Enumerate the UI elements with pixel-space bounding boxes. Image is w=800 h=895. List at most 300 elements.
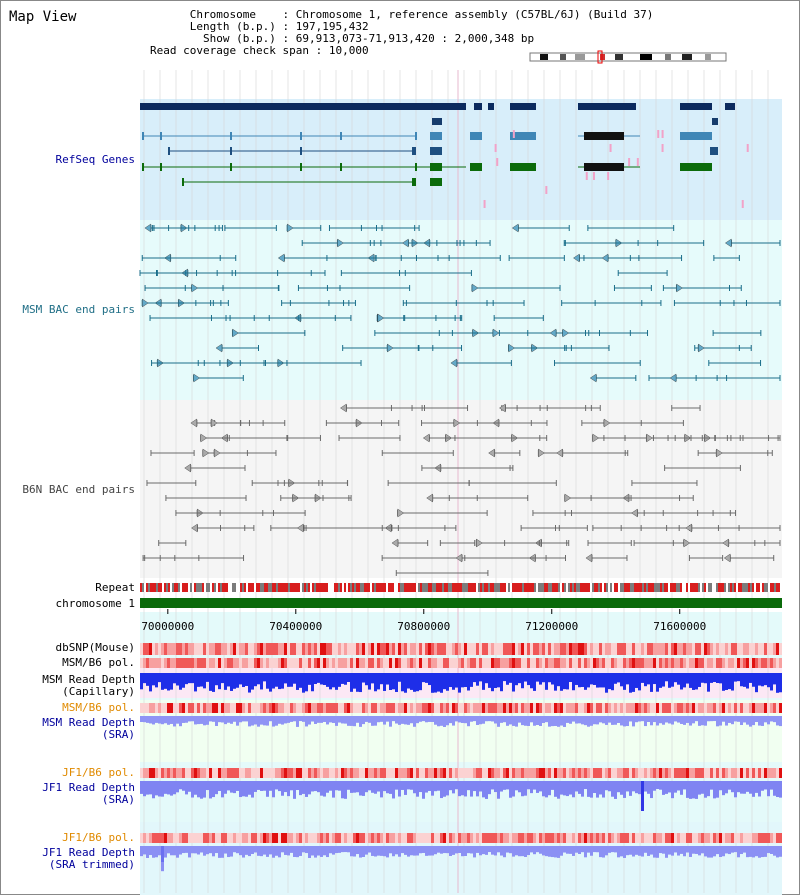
refseq-exon[interactable]: [300, 147, 302, 155]
jf1-depth-sra-bar: [572, 781, 575, 797]
msm-depth-sra-bar: [446, 716, 449, 725]
jf1-depth-trimmed-bar: [218, 846, 221, 858]
msm-pol-cell: [164, 658, 167, 668]
repeat-block: [624, 583, 626, 592]
track-label-jf1-depth-trimmed[interactable]: JF1 Read Depth: [42, 846, 135, 859]
repeat-block: [386, 583, 388, 592]
dbsnp-cell: [593, 643, 596, 655]
jf1-depth-sra-bar: [311, 781, 314, 791]
msm-depth-sra-bar: [242, 716, 245, 721]
jf1-pol-cell: [278, 768, 281, 778]
msm-pol-cell: [161, 658, 164, 668]
refseq-exon[interactable]: [168, 147, 170, 155]
repeat-block: [678, 583, 680, 592]
refseq-gene-bar[interactable]: [578, 103, 636, 110]
refseq-exon[interactable]: [160, 163, 162, 171]
msm-pol2-cell: [197, 703, 200, 713]
refseq-exon[interactable]: [430, 147, 442, 155]
refseq-exon[interactable]: [470, 132, 482, 140]
msm-pol2-cell: [410, 703, 413, 713]
jf1-pol-cell: [575, 768, 578, 778]
jf1-pol2-cell: [605, 833, 608, 843]
jf1-pol-cell: [728, 768, 731, 778]
repeat-block: [346, 583, 348, 592]
msm-pol2-cell: [293, 703, 296, 713]
repeat-block: [544, 583, 546, 592]
jf1-pol2-cell: [215, 833, 218, 843]
refseq-gene-bar[interactable]: [488, 103, 494, 110]
chromosome-bar[interactable]: [140, 598, 782, 608]
refseq-exon[interactable]: [430, 132, 442, 140]
repeat-block: [218, 583, 220, 592]
repeat-block: [690, 583, 692, 592]
chromosome-ideogram[interactable]: [530, 53, 726, 61]
jf1-depth-sra-bar: [368, 781, 371, 790]
msm-pol-cell: [758, 658, 761, 668]
dbsnp-cell: [626, 643, 629, 655]
track-label-jf1-pol-2[interactable]: JF1/B6 pol.: [62, 831, 135, 844]
jf1-pol-cell: [557, 768, 560, 778]
jf1-pol-cell: [500, 768, 503, 778]
dbsnp-cell: [197, 643, 200, 655]
msm-pol-cell: [674, 658, 677, 668]
msm-pol-cell: [185, 658, 188, 668]
msm-pol-cell: [212, 658, 215, 668]
jf1-depth-sra-bar: [407, 781, 410, 789]
jf1-pol2-cell: [680, 833, 683, 843]
msm-depth-sra-bar: [779, 716, 782, 726]
msm-depth-capillary-bar: [599, 673, 602, 687]
msm-depth-capillary-bar: [578, 673, 581, 687]
jf1-depth-sra-bar: [200, 781, 203, 799]
msm-depth-sra-bar: [314, 716, 317, 724]
repeat-block: [266, 583, 268, 592]
refseq-exon[interactable]: [510, 163, 536, 171]
refseq-exon[interactable]: [680, 132, 712, 140]
jf1-pol2-cell: [182, 833, 185, 843]
msm-depth-sra-bar: [362, 716, 365, 724]
msm-depth-capillary-bar: [392, 673, 395, 689]
jf1-pol2-cell: [179, 833, 182, 843]
jf1-pol-cell: [368, 768, 371, 778]
refseq-minor-feature: [484, 200, 486, 208]
jf1-pol-cell: [602, 768, 605, 778]
refseq-exon[interactable]: [182, 178, 184, 186]
track-label-msm-pol-2[interactable]: MSM/B6 pol.: [62, 701, 135, 714]
msm-depth-sra-bar: [584, 716, 587, 725]
jf1-depth-trimmed-bar: [542, 846, 545, 855]
repeat-block: [534, 583, 536, 592]
jf1-depth-trimmed-bar: [398, 846, 401, 857]
refseq-exon[interactable]: [415, 132, 417, 140]
dbsnp-cell: [374, 643, 377, 655]
jf1-pol2-cell: [140, 833, 143, 843]
refseq-exon[interactable]: [430, 163, 442, 171]
msm-depth-capillary-bar: [233, 673, 236, 689]
jf1-depth-trimmed-bar: [353, 846, 356, 857]
refseq-gene-bar[interactable]: [712, 118, 718, 125]
refseq-exon[interactable]: [160, 132, 162, 140]
refseq-exon[interactable]: [415, 163, 417, 171]
jf1-depth-sra-bar: [377, 781, 380, 792]
track-label-jf1-pol-1[interactable]: JF1/B6 pol.: [62, 766, 135, 779]
track-label-b6n-bac[interactable]: B6N BAC end pairs: [22, 483, 135, 496]
msm-pol2-cell: [473, 703, 476, 713]
refseq-exon[interactable]: [584, 132, 624, 140]
dbsnp-cell: [716, 643, 719, 655]
track-label-repeat[interactable]: Repeat: [95, 581, 135, 594]
repeat-block: [528, 583, 530, 592]
refseq-gene-bar[interactable]: [680, 103, 712, 110]
refseq-exon[interactable]: [680, 163, 712, 171]
msm-pol2-cell: [272, 703, 275, 713]
msm-depth-capillary-bar: [530, 673, 533, 688]
msm-depth-capillary-bar: [377, 673, 380, 689]
repeat-block: [262, 583, 264, 592]
jf1-pol2-cell: [737, 833, 740, 843]
msm-depth-sra-bar: [467, 716, 470, 726]
jf1-depth-sra-bar: [752, 781, 755, 797]
jf1-pol-cell: [509, 768, 512, 778]
refseq-gene-bar[interactable]: [474, 103, 482, 110]
repeat-block: [434, 583, 436, 592]
repeat-block: [486, 583, 488, 592]
repeat-block: [552, 583, 554, 592]
msm-depth-capillary-bar: [152, 673, 155, 685]
msm-pol2-cell: [389, 703, 392, 713]
refseq-exon[interactable]: [470, 163, 482, 171]
msm-depth-capillary-bar: [410, 673, 413, 690]
msm-depth-sra-bar: [143, 716, 146, 722]
refseq-gene-bar[interactable]: [725, 103, 735, 110]
msm-depth-capillary-bar: [221, 673, 224, 683]
jf1-pol2-cell: [470, 833, 473, 843]
repeat-block: [754, 583, 756, 592]
jf1-pol-cell: [305, 768, 308, 778]
msm-depth-sra-bar: [674, 716, 677, 721]
msm-pol2-cell: [329, 703, 332, 713]
dbsnp-cell: [608, 643, 611, 655]
msm-pol2-cell: [710, 703, 713, 713]
refseq-exon[interactable]: [300, 132, 302, 140]
msm-pol2-cell: [305, 703, 308, 713]
jf1-pol2-cell: [449, 833, 452, 843]
jf1-pol2-cell: [530, 833, 533, 843]
repeat-block: [420, 583, 422, 592]
jf1-depth-trimmed-bar: [530, 846, 533, 852]
msm-pol2-cell: [368, 703, 371, 713]
msm-pol2-cell: [299, 703, 302, 713]
msm-pol-cell: [191, 658, 194, 668]
refseq-gene-bar[interactable]: [432, 118, 442, 125]
jf1-pol2-cell: [311, 833, 314, 843]
msm-depth-capillary-bar: [185, 673, 188, 684]
repeat-block: [192, 583, 194, 592]
jf1-pol-cell: [473, 768, 476, 778]
refseq-exon[interactable]: [412, 147, 416, 155]
repeat-block: [452, 583, 454, 592]
msm-pol2-cell: [308, 703, 311, 713]
jf1-pol-cell: [680, 768, 683, 778]
jf1-depth-sra-bar: [545, 781, 548, 797]
msm-depth-capillary-bar: [422, 673, 425, 682]
msm-depth-sra-bar: [521, 716, 524, 725]
msm-pol2-cell: [449, 703, 452, 713]
jf1-depth-sra-bar: [671, 781, 674, 798]
msm-depth-sra-bar: [392, 716, 395, 721]
repeat-block: [456, 583, 458, 592]
jf1-depth-sra-bar: [374, 781, 377, 794]
msm-pol-cell: [305, 658, 308, 668]
jf1-depth-trimmed-bar: [569, 846, 572, 854]
msm-depth-capillary-bar: [491, 673, 494, 691]
msm-depth-capillary-bar: [587, 673, 590, 687]
jf1-pol2-cell: [272, 833, 275, 843]
refseq-exon[interactable]: [584, 163, 624, 171]
jf1-pol-cell: [455, 768, 458, 778]
msm-depth-sra-bar: [635, 716, 638, 722]
jf1-pol-cell: [539, 768, 542, 778]
jf1-depth-sra-bar: [746, 781, 749, 792]
dbsnp-cell: [425, 643, 428, 655]
dbsnp-cell: [737, 643, 740, 655]
dbsnp-cell: [296, 643, 299, 655]
jf1-depth-trimmed-bar: [701, 846, 704, 853]
msm-pol-cell: [173, 658, 176, 668]
page-title: Map View: [9, 9, 77, 25]
msm-depth-capillary-bar: [572, 673, 575, 690]
msm-depth-capillary-bar: [305, 673, 308, 691]
track-label-msm-depth-capillary[interactable]: MSM Read Depth: [42, 673, 135, 686]
msm-depth-capillary-bar: [686, 673, 689, 684]
msm-depth-sra-bar: [665, 716, 668, 722]
jf1-depth-trimmed-bar: [752, 846, 755, 857]
dbsnp-cell: [749, 643, 752, 655]
dbsnp-cell: [275, 643, 278, 655]
msm-depth-capillary-bar: [350, 673, 353, 692]
dbsnp-cell: [191, 643, 194, 655]
dbsnp-cell: [647, 643, 650, 655]
repeat-block: [458, 583, 460, 592]
jf1-depth-trimmed-bar: [203, 846, 206, 856]
msm-depth-sra-bar: [368, 716, 371, 723]
track-label-msm-depth-sra[interactable]: MSM Read Depth: [42, 716, 135, 729]
repeat-block: [428, 583, 430, 592]
msm-pol2-cell: [188, 703, 191, 713]
jf1-pol-cell: [686, 768, 689, 778]
jf1-depth-trimmed-bar: [311, 846, 314, 855]
msm-depth-capillary-bar: [188, 673, 191, 683]
jf1-depth-trimmed-bar: [371, 846, 374, 856]
dbsnp-cell: [302, 643, 305, 655]
dbsnp-cell: [671, 643, 674, 655]
jf1-depth-spike: [641, 781, 644, 811]
msm-pol-cell: [704, 658, 707, 668]
jf1-pol-cell: [461, 768, 464, 778]
jf1-pol-cell: [626, 768, 629, 778]
repeat-block: [642, 583, 644, 592]
jf1-depth-sra-bar: [500, 781, 503, 792]
msm-pol2-cell: [221, 703, 224, 713]
refseq-exon[interactable]: [230, 147, 232, 155]
refseq-exon[interactable]: [142, 163, 144, 171]
msm-pol2-cell: [713, 703, 716, 713]
jf1-depth-sra-bar: [551, 781, 554, 790]
msm-pol-cell: [449, 658, 452, 668]
refseq-exon[interactable]: [230, 132, 232, 140]
repeat-block: [726, 583, 728, 592]
jf1-depth-sra-bar: [713, 781, 716, 798]
jf1-pol2-cell: [725, 833, 728, 843]
msm-pol2-cell: [185, 703, 188, 713]
track-label-msm-pol-1[interactable]: MSM/B6 pol.: [62, 656, 135, 669]
jf1-depth-trimmed-bar: [635, 846, 638, 855]
repeat-block: [370, 583, 372, 592]
repeat-block: [582, 583, 584, 592]
jf1-depth-sra-bar: [251, 781, 254, 798]
track-label-refseq-genes[interactable]: RefSeq Genes: [55, 153, 135, 166]
track-label-jf1-depth-sra[interactable]: JF1 Read Depth: [42, 781, 135, 794]
msm-pol2-cell: [440, 703, 443, 713]
dbsnp-cell: [455, 643, 458, 655]
dbsnp-cell: [596, 643, 599, 655]
msm-pol2-cell: [539, 703, 542, 713]
jf1-pol2-cell: [668, 833, 671, 843]
msm-pol2-cell: [323, 703, 326, 713]
jf1-depth-trimmed-bar: [710, 846, 713, 858]
msm-depth-sra-bar: [554, 716, 557, 726]
repeat-block: [710, 583, 712, 592]
repeat-block: [668, 583, 670, 592]
msm-depth-sra-bar: [248, 716, 251, 726]
jf1-pol-cell: [320, 768, 323, 778]
repeat-block: [366, 583, 368, 592]
refseq-exon[interactable]: [710, 147, 718, 155]
dbsnp-cell: [563, 643, 566, 655]
msm-pol2-cell: [356, 703, 359, 713]
jf1-depth-trimmed-bar: [440, 846, 443, 854]
msm-depth-sra-bar: [407, 716, 410, 725]
msm-depth-sra-bar: [716, 716, 719, 726]
refseq-exon[interactable]: [412, 178, 416, 186]
repeat-block: [502, 583, 504, 592]
jf1-depth-sra-bar: [296, 781, 299, 790]
dbsnp-cell: [668, 643, 671, 655]
track-label-msm-bac[interactable]: MSM BAC end pairs: [22, 303, 135, 316]
jf1-depth-trimmed-bar: [596, 846, 599, 852]
repeat-block: [220, 583, 222, 592]
refseq-gene-bar[interactable]: [510, 103, 536, 110]
msm-depth-sra-bar: [290, 716, 293, 722]
jf1-depth-sra-bar: [437, 781, 440, 791]
dbsnp-cell: [395, 643, 398, 655]
repeat-block: [576, 583, 578, 592]
dbsnp-cell: [155, 643, 158, 655]
jf1-depth-sra-bar: [698, 781, 701, 795]
msm-pol-cell: [353, 658, 356, 668]
jf1-pol2-cell: [581, 833, 584, 843]
jf1-pol-cell: [581, 768, 584, 778]
jf1-depth-sra-bar: [335, 781, 338, 790]
repeat-block: [246, 583, 248, 592]
jf1-pol-cell: [200, 768, 203, 778]
msm-depth-sra-bar: [386, 716, 389, 722]
msm-pol2-cell: [572, 703, 575, 713]
refseq-exon[interactable]: [340, 132, 342, 140]
refseq-exon[interactable]: [300, 163, 302, 171]
repeat-block: [510, 583, 512, 592]
msm-depth-sra-bar: [140, 716, 143, 722]
msm-pol2-cell: [575, 703, 578, 713]
msm-depth-capillary-bar: [365, 673, 368, 685]
msm-depth-sra-bar: [698, 716, 701, 726]
jf1-pol2-cell: [419, 833, 422, 843]
msm-pol-cell: [254, 658, 257, 668]
refseq-exon[interactable]: [340, 163, 342, 171]
jf1-depth-trimmed-bar: [428, 846, 431, 856]
jf1-pol-cell: [269, 768, 272, 778]
msm-depth-capillary-bar: [752, 673, 755, 687]
refseq-gene-bar[interactable]: [140, 103, 466, 110]
repeat-block: [520, 583, 522, 592]
msm-pol2-cell: [263, 703, 266, 713]
repeat-block: [244, 583, 246, 592]
msm-pol-cell: [218, 658, 221, 668]
msm-pol2-cell: [557, 703, 560, 713]
msm-pol-cell: [698, 658, 701, 668]
msm-depth-capillary-bar: [368, 673, 371, 690]
track-label-chromosome[interactable]: chromosome 1: [55, 597, 135, 610]
msm-pol2-cell: [317, 703, 320, 713]
refseq-minor-feature: [496, 158, 498, 166]
jf1-pol-cell: [755, 768, 758, 778]
jf1-pol2-cell: [212, 833, 215, 843]
dbsnp-cell: [413, 643, 416, 655]
jf1-pol2-cell: [377, 833, 380, 843]
dbsnp-cell: [746, 643, 749, 655]
repeat-block: [258, 583, 260, 592]
jf1-depth-trimmed-bar: [728, 846, 731, 854]
ideogram-band: [615, 54, 623, 60]
dbsnp-cell: [461, 643, 464, 655]
repeat-block: [562, 583, 564, 592]
msm-pol2-cell: [143, 703, 146, 713]
jf1-pol-cell: [254, 768, 257, 778]
msm-pol2-cell: [665, 703, 668, 713]
msm-depth-sra-bar: [476, 716, 479, 725]
jf1-pol-cell: [344, 768, 347, 778]
repeat-block: [198, 583, 200, 592]
repeat-block: [264, 583, 266, 592]
msm-depth-capillary-bar: [458, 673, 461, 693]
track-label-dbsnp[interactable]: dbSNP(Mouse): [55, 641, 135, 654]
refseq-exon[interactable]: [142, 132, 144, 140]
msm-depth-capillary-bar: [677, 673, 680, 685]
msm-depth-capillary-bar: [311, 673, 314, 691]
jf1-depth-sra-bar: [581, 781, 584, 797]
jf1-pol-cell: [260, 768, 263, 778]
jf1-pol-cell: [545, 768, 548, 778]
dbsnp-cell: [743, 643, 746, 655]
jf1-pol-cell: [770, 768, 773, 778]
jf1-depth-sra-bar: [230, 781, 233, 793]
refseq-exon[interactable]: [430, 178, 442, 186]
refseq-exon[interactable]: [230, 163, 232, 171]
msm-depth-sra-bar: [449, 716, 452, 723]
jf1-depth-sra-bar: [215, 781, 218, 794]
msm-depth-sra-bar: [545, 716, 548, 722]
msm-depth-capillary-bar: [242, 673, 245, 687]
